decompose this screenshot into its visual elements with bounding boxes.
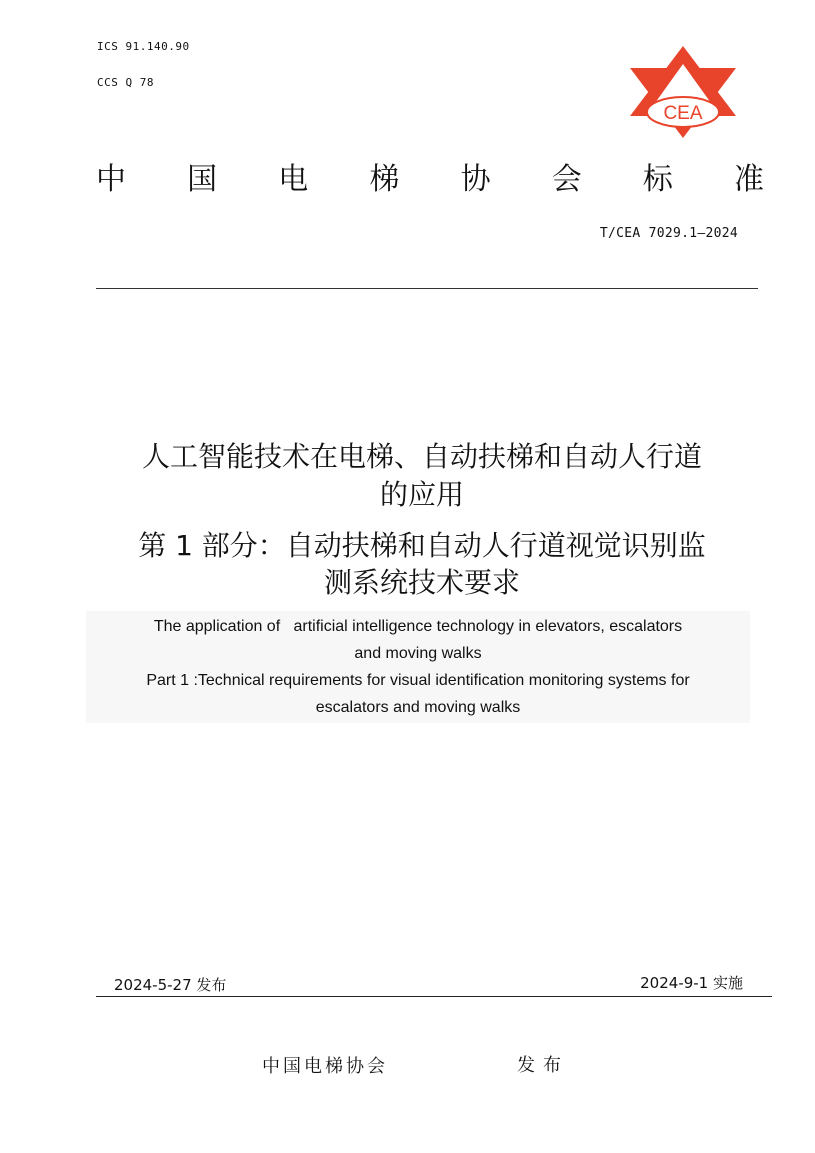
org-standard-title [96,158,764,202]
ics-code: ICS 91.140.90 [97,40,190,53]
publish-date: 2024-5-27 发布 [114,976,227,994]
standard-number: T/CEA 7029.1—2024 [599,226,738,241]
logo-text: CEA [663,103,703,124]
issue-label: 发布 [517,1055,569,1076]
org-title-char: 国 [187,162,218,197]
ccs-code: CCS Q 78 [97,76,154,89]
divider-top [96,288,758,289]
divider-bottom [96,996,772,997]
english-title-line: and moving walks [354,645,482,662]
chinese-title-line: 的应用 [379,478,464,511]
org-title-char: 标 [642,162,673,197]
org-title-char: 电 [278,162,309,197]
english-subtitle-line: escalators and moving walks [315,699,521,716]
cea-logo [630,46,736,138]
org-title-char: 准 [733,162,764,197]
english-subtitle-line: Part 1 :Technical requirements for visual identification monitoring systems for [146,672,690,689]
english-title-line: The application of artificial intelligence technology in elevators, escalators [153,618,683,635]
org-title-char: 中 [96,162,126,197]
org-title-char: 协 [460,162,491,197]
issuing-organization: 中国电梯协会 [262,1056,388,1077]
org-title-char: 会 [551,162,582,197]
org-title-char: 梯 [369,162,400,197]
chinese-subtitle-line: 第 1 部分：自动扶梯和自动人行道视觉识别监 [138,529,706,562]
chinese-title-line: 人工智能技术在电梯、自动扶梯和自动人行道 [141,440,702,473]
chinese-subtitle-line: 测系统技术要求 [323,566,520,599]
implementation-date: 2024-9-1 实施 [640,974,743,992]
